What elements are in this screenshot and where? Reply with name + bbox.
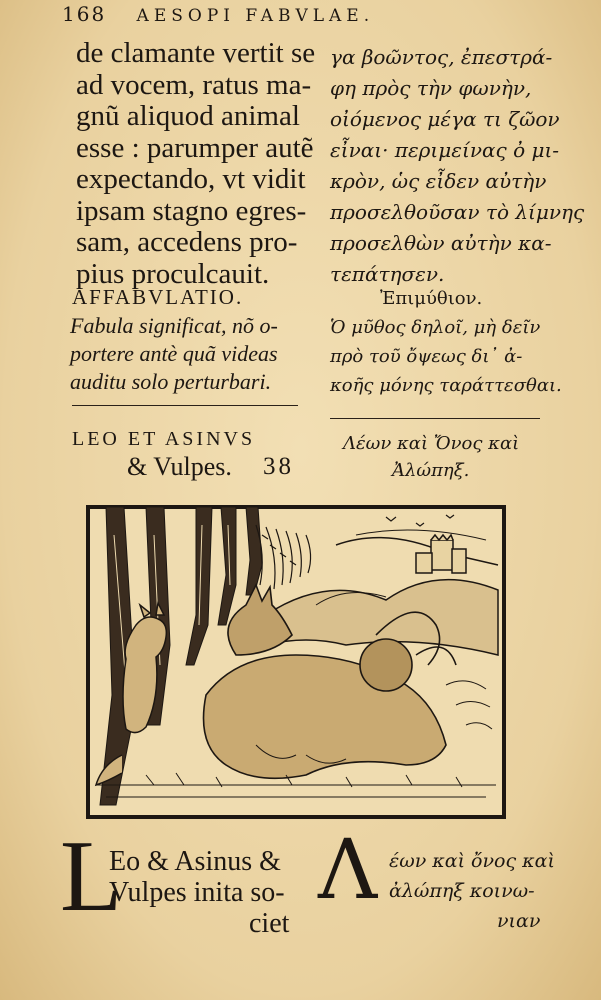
greek-moral-heading: Ἐπιμύθιον. xyxy=(380,288,483,309)
greek-fable-line: νιαν xyxy=(497,910,541,932)
divider-rule xyxy=(330,418,540,419)
fable-subtitle-greek: Ἀλώπηξ. xyxy=(392,460,470,481)
running-title: AESOPI FABVLAE. xyxy=(136,6,375,26)
greek-line: τεπάτησεν. xyxy=(330,262,445,286)
latin-moral-line: Fabula significat, nõ o- xyxy=(70,313,278,338)
latin-fable-line: Eo & Asinus & xyxy=(109,846,281,877)
latin-line: expectando, vt vidit xyxy=(76,163,306,195)
greek-fable-opening xyxy=(389,846,555,936)
latin-line: pius proculcauit. xyxy=(76,257,270,290)
page-number: 168 xyxy=(62,2,107,26)
latin-column xyxy=(76,38,315,290)
greek-line: γα βοῶντος, ἐπεστρά- xyxy=(330,45,553,69)
greek-line: φη πρὸς τὴν φωνὴν, xyxy=(330,76,532,100)
latin-moral xyxy=(70,312,278,396)
latin-fable-line: Vulpes inita so- xyxy=(109,877,285,908)
fable-title-greek: Λέων καὶ Ὄνος καὶ xyxy=(343,433,520,454)
woodcut-illustration xyxy=(86,505,506,819)
fable-title-latin: LEO ET ASINVS xyxy=(72,428,256,450)
divider-rule xyxy=(72,405,298,406)
latin-line: de clamante vertit se xyxy=(76,37,316,69)
greek-fable-line: ἀλώπηξ κοινω- xyxy=(389,880,535,902)
latin-fable-opening xyxy=(109,846,289,939)
latin-line: ad vocem, ratus ma- xyxy=(76,68,312,101)
latin-line: esse : parumper autẽ xyxy=(76,131,314,164)
greek-line: εἶναι· περιμείνας ὀ μι- xyxy=(330,138,560,162)
latin-line: gnũ aliquod animal xyxy=(76,100,300,132)
greek-line: προσελθὼν αὐτὴν κα- xyxy=(330,231,552,255)
greek-line: οἰόμενος μέγα τι ζῶον xyxy=(330,107,560,131)
greek-moral-line: κοῆς μόνης ταράττεσθαι. xyxy=(330,375,562,396)
latin-fable-line: ciet xyxy=(249,908,290,939)
greek-moral-line: πρὸ τοῦ ὄψεως δι᾽ ἀ- xyxy=(330,346,523,367)
drop-cap-latin: L xyxy=(60,820,123,933)
greek-moral xyxy=(330,313,562,400)
greek-fable-line: έων καὶ ὄνος καὶ xyxy=(389,850,555,872)
latin-line: sam, accedens pro- xyxy=(76,226,298,258)
latin-moral-heading: AFFABVLATIO. xyxy=(72,285,244,309)
greek-column xyxy=(330,42,584,290)
fable-subtitle-latin: & Vulpes. xyxy=(127,452,232,481)
greek-line: προσελθοῦσαν τὸ λίμνης xyxy=(330,200,585,224)
latin-line: ipsam stagno egres- xyxy=(76,194,307,227)
drop-cap-greek: Λ xyxy=(318,823,378,918)
greek-moral-line: Ὁ μῦθος δηλοῖ, μὴ δεῖν xyxy=(330,317,541,338)
latin-moral-line: portere antè quã videas xyxy=(70,341,278,366)
running-header xyxy=(62,2,374,26)
fable-number: 38 xyxy=(263,453,294,480)
latin-moral-line: auditu solo perturbari. xyxy=(70,369,272,394)
greek-line: κρὸν, ὡς εἶδεν αὐτὴν xyxy=(330,169,547,193)
